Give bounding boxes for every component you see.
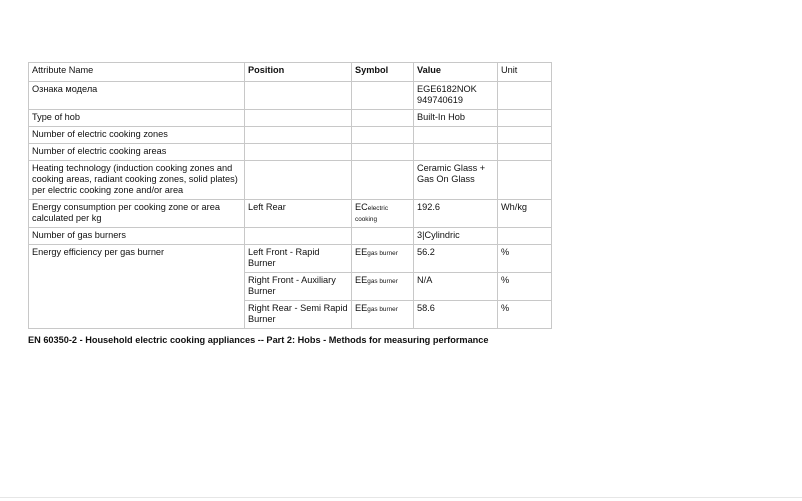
row-attribute-gas-efficiency: Energy efficiency per gas burner (29, 245, 245, 329)
row-unit (498, 82, 552, 110)
row-position (245, 110, 352, 127)
row-value-electric-areas (414, 144, 498, 161)
burner-position-left-front: Left Front - Rapid Burner (245, 245, 352, 273)
product-information-sheet (28, 62, 552, 345)
row-attribute-model-code: Ознака модела (29, 82, 245, 110)
burner-unit: % (498, 273, 552, 301)
spec-table (28, 62, 552, 329)
row-attribute-gas-burners: Number of gas burners (29, 228, 245, 245)
row-value-energy-consumption: 192.6 (414, 200, 498, 228)
standard-footnote: EN 60350-2 - Household electric cooking appliances -- Part 2: Hobs - Methods for measuring performance (28, 335, 489, 345)
row-symbol (352, 144, 414, 161)
header-unit: Unit (498, 63, 552, 82)
row-attribute-heating-technology: Heating technology (induction cooking zones and cooking areas, radiant cooking zones, solid plates) per electric cooking zone and/or area (29, 161, 245, 200)
symbol-subscript-text: gas burner (367, 306, 398, 313)
header-value: Value (414, 63, 498, 82)
burner-symbol (352, 273, 414, 301)
burner-unit: % (498, 245, 552, 273)
row-unit-energy-consumption: Wh/kg (498, 200, 552, 228)
header-attribute-name: Attribute Name (29, 63, 245, 82)
burner-position-right-front: Right Front - Auxiliary Burner (245, 273, 352, 301)
burner-position-right-rear: Right Rear - Semi Rapid Burner (245, 301, 352, 329)
symbol-main-text: EC (355, 202, 368, 212)
row-symbol (352, 82, 414, 110)
row-value-gas-burners: 3|Cylindric (414, 228, 498, 245)
header-symbol: Symbol (352, 63, 414, 82)
table-row (29, 228, 552, 245)
row-attribute-electric-zones: Number of electric cooking zones (29, 127, 245, 144)
table-row (29, 110, 552, 127)
row-unit (498, 110, 552, 127)
table-row (29, 144, 552, 161)
row-value-model-code: EGE6182NOK 949740619 (414, 82, 498, 110)
row-unit (498, 144, 552, 161)
row-attribute-energy-consumption: Energy consumption per cooking zone or area calculated per kg (29, 200, 245, 228)
row-attribute-electric-areas: Number of electric cooking areas (29, 144, 245, 161)
symbol-main-text: EE (355, 247, 368, 257)
row-unit (498, 228, 552, 245)
burner-symbol (352, 245, 414, 273)
row-unit (498, 127, 552, 144)
table-row (29, 82, 552, 110)
row-value-electric-zones (414, 127, 498, 144)
row-position-left-rear: Left Rear (245, 200, 352, 228)
row-position (245, 228, 352, 245)
symbol-subscript-text: gas burner (367, 250, 398, 257)
symbol-main-text: EE (355, 303, 368, 313)
row-attribute-type-of-hob: Type of hob (29, 110, 245, 127)
burner-value-left-front: 56.2 (414, 245, 498, 273)
burner-symbol (352, 301, 414, 329)
row-position (245, 127, 352, 144)
row-position (245, 82, 352, 110)
symbol-main-text: EE (355, 275, 368, 285)
row-position (245, 161, 352, 200)
row-symbol (352, 228, 414, 245)
table-header-row (29, 63, 552, 82)
row-symbol (352, 127, 414, 144)
table-row (29, 200, 552, 228)
burner-value-right-rear: 58.6 (414, 301, 498, 329)
header-position: Position (245, 63, 352, 82)
row-symbol-ec (352, 200, 414, 228)
table-row (29, 245, 552, 273)
row-position (245, 144, 352, 161)
page-bottom-divider (0, 497, 802, 498)
row-value-heating-technology: Ceramic Glass + Gas On Glass (414, 161, 498, 200)
burner-unit: % (498, 301, 552, 329)
row-symbol (352, 161, 414, 200)
row-unit (498, 161, 552, 200)
table-row (29, 161, 552, 200)
symbol-subscript-text: electric cooking (355, 205, 389, 223)
row-symbol (352, 110, 414, 127)
row-value-type-of-hob: Built-In Hob (414, 110, 498, 127)
symbol-subscript-text: gas burner (367, 278, 398, 285)
table-row (29, 127, 552, 144)
burner-value-right-front: N/A (414, 273, 498, 301)
